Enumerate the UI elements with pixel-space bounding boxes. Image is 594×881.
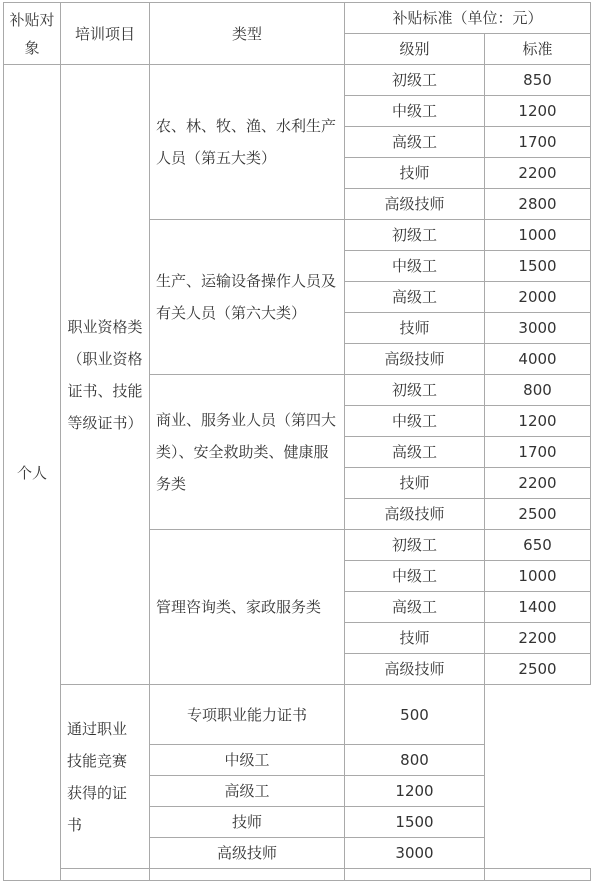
- level-cell: 高级技师: [150, 838, 345, 869]
- amount-cell: 3000: [345, 838, 485, 869]
- level-cell: 高级工: [345, 437, 485, 468]
- level-cell: 中级工: [345, 561, 485, 592]
- type-cell: 管理咨询类、家政服务类: [150, 530, 345, 685]
- amount-cell: 1700: [485, 437, 591, 468]
- amount-cell: 3000: [485, 313, 591, 344]
- level-cell: 技师: [150, 807, 345, 838]
- level-cell: 技师: [345, 313, 485, 344]
- amount-cell: 1700: [485, 127, 591, 158]
- level-cell: 高级技师: [345, 344, 485, 375]
- header-training-project: 培训项目: [61, 3, 150, 65]
- level-cell: 高级工: [345, 282, 485, 313]
- level-cell: 中级工: [345, 96, 485, 127]
- amount-cell: 650: [485, 530, 591, 561]
- level-cell: 中级工: [345, 406, 485, 437]
- amount-cell: 1000: [485, 220, 591, 251]
- amount-cell: 500: [345, 685, 485, 745]
- amount-cell: 2200: [485, 468, 591, 499]
- level-cell: 高级工: [345, 127, 485, 158]
- amount-cell: 850: [485, 65, 591, 96]
- amount-cell: 1200: [345, 776, 485, 807]
- level-cell: 技师: [345, 468, 485, 499]
- amount-cell: 2500: [485, 499, 591, 530]
- type-cell: 农、林、牧、渔、水利生产人员（第五大类）: [150, 65, 345, 220]
- amount-cell: 2000: [485, 282, 591, 313]
- type-cell: 商业、服务业人员（第四大类）、安全救助类、健康服务类: [150, 375, 345, 530]
- table-row: [4, 65, 591, 96]
- amount-cell: 2200: [485, 623, 591, 654]
- level-cell: 中级工: [150, 745, 345, 776]
- header-standard: 标准: [485, 34, 591, 65]
- header-subsidy-standard: 补贴标准（单位：元）: [345, 3, 591, 34]
- level-cell: 专项职业能力证书: [150, 685, 345, 745]
- amount-cell: 1000: [485, 561, 591, 592]
- amount-cell: 800: [485, 375, 591, 406]
- level-cell: 高级技师: [345, 499, 485, 530]
- level-cell: 高级工: [345, 592, 485, 623]
- table-row: [4, 685, 591, 745]
- level-cell: 技师: [345, 623, 485, 654]
- amount-cell: 2200: [485, 158, 591, 189]
- level-cell: 高级技师: [345, 189, 485, 220]
- level-cell: 初级工: [345, 220, 485, 251]
- amount-cell: 1500: [485, 251, 591, 282]
- level-cell: 初级工: [345, 375, 485, 406]
- level-cell: 高级技师: [345, 654, 485, 685]
- header-level: 级别: [345, 34, 485, 65]
- level-cell: 中级工: [345, 251, 485, 282]
- level-cell: 初级工: [345, 65, 485, 96]
- header-subsidy-target: 补贴对象: [4, 3, 61, 65]
- amount-cell: 1400: [485, 592, 591, 623]
- amount-cell: 800: [345, 745, 485, 776]
- level-cell: 初级工: [345, 530, 485, 561]
- type-cell: 生产、运输设备操作人员及有关人员（第六大类）: [150, 220, 345, 375]
- amount-cell: 2500: [485, 654, 591, 685]
- level-cell: 技师: [345, 158, 485, 189]
- subsidy-table: [3, 2, 591, 881]
- amount-cell: 1200: [485, 406, 591, 437]
- amount-cell: 1500: [345, 807, 485, 838]
- training-project-cell: 职业资格类（职业资格证书、技能等级证书）: [61, 65, 150, 685]
- header-type: 类型: [150, 3, 345, 65]
- amount-cell: 4000: [485, 344, 591, 375]
- amount-cell: 1200: [485, 96, 591, 127]
- amount-cell: 2800: [485, 189, 591, 220]
- level-cell: 高级工: [150, 776, 345, 807]
- subsidy-target-cell: 个人: [4, 65, 61, 881]
- type-cell: 通过职业技能竞赛获得的证书: [61, 685, 150, 869]
